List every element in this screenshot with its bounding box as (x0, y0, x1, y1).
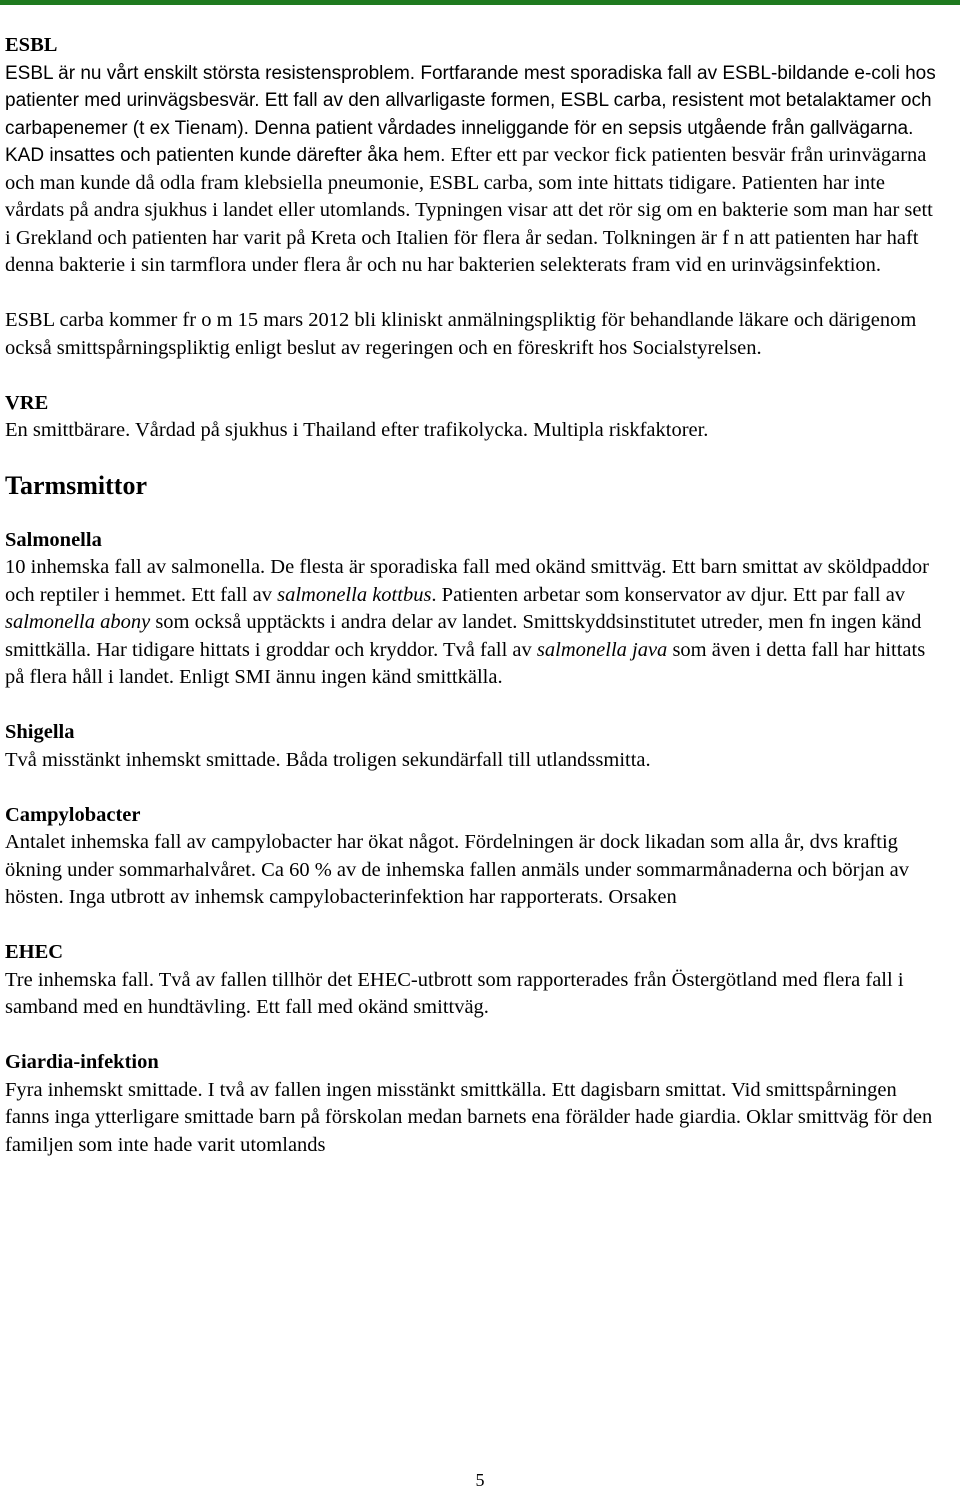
esbl-text-part2: Efter ett par veckor fick patienten besvär från urinvägarna och man kunde då odla fram klebsiella pneumonie, ESBL carba, som inte hittats tidigare. Patienten har inte vårdats på andra sjukhus i landet eller utomlands. (5, 144, 927, 221)
page-number: 5 (475, 1470, 485, 1490)
salmonella-text-1: 10 inhemska fall av salmonella. De flesta är sporadiska fall med okänd smittväg. Ett barn smittat av sköldpaddor och reptiler i hemmet. Ett fall av (5, 556, 929, 606)
esbl-text-part1: ESBL är nu vårt enskilt största resistensproblem. Fortfarande mest sporadiska fall av ESBL-bildande e-coli hos patienter med urinvägsbesvär. Ett fall av den allvarligaste formen, ESBL carba, resistent mot betalaktamer och carbapenemer (t ex Tienam). Denna patient vårdades inneliggande för en sepsis utgående från gallvägarna. KAD insattes och patienten kunde därefter åka hem. (5, 62, 936, 166)
esbl-heading: ESBL (5, 34, 58, 56)
salmonella-text-3: som också upptäckts i andra delar av landet. Smittskyddsinstitutet utreder, men fn ingen känd smittkälla. Har tidigare hittats i groddar och kryddor. Två fall av (5, 611, 922, 661)
salmonella-abony: salmonella abony (5, 611, 151, 633)
salmonella-text-4: som även i detta fall har hittats på flera håll i landet. Enligt SMI ännu ingen känd smittkälla. (5, 638, 926, 688)
salmonella-kottbus: salmonella kottbus (277, 583, 432, 606)
shigella-text: Två misstänkt inhemskt smittade. Båda troligen sekundärfall till utlandssmitta. (5, 748, 651, 771)
vre-heading: VRE (5, 391, 49, 414)
esbl-text-part3: Typningen visar att det rör sig om en bakterie som man har sett i Grekland och patienten har varit på Kreta och Italien för flera år sedan. Tolkningen är f n att patienten har haft denna bakterie i sin tarmflora under flera år och nu har bakterien selekterats fram vid en urinvägsinfektion. (5, 199, 933, 276)
esbl-paragraph (5, 60, 940, 280)
shigella-heading: Shigella (5, 721, 75, 743)
salmonella-paragraph (5, 554, 940, 692)
ehec-heading: EHEC (5, 941, 64, 963)
vre-text: En smittbärare. Vårdad på sjukhus i Thailand efter trafikolycka. Multipla riskfaktorer. (5, 419, 709, 441)
campylobacter-heading: Campylobacter (5, 803, 141, 826)
campylobacter-text: Antalet inhemska fall av campylobacter har ökat något. Fördelningen är dock likadan som alla år, dvs kraftig ökning under sommarhalvåret. Ca 60 % av de inhemska fallen anmäls under sommarmånaderna och början av hösten. Inga utbrott av inhemsk campylobacterinfektion har rapporterats. Orsaken (5, 831, 909, 908)
top-rule (0, 0, 960, 5)
salmonella-text-2: . Patienten arbetar som konservator av djur. Ett par fall av (431, 583, 906, 606)
document-page (5, 32, 940, 1159)
tarmsmittor-heading: Tarmsmittor (5, 470, 148, 500)
salmonella-java: salmonella java (536, 638, 668, 661)
giardia-heading: Giardia-infektion (5, 1051, 159, 1073)
salmonella-heading: Salmonella (5, 528, 102, 551)
ehec-text: Tre inhemska fall. Två av fallen tillhör det EHEC-utbrott som rapporterades från Östergötland med flera fall i samband med en hundtävling. Ett fall med okänd smittväg. (5, 968, 904, 1018)
esbl-carba-paragraph: ESBL carba kommer fr o m 15 mars 2012 bli kliniskt anmälningspliktig för behandlande läkare och därigenom också smittspårningspliktig enligt beslut av regeringen och en föreskrift hos Socialstyrelsen. (5, 309, 917, 359)
giardia-text: Fyra inhemskt smittade. I två av fallen ingen misstänkt smittkälla. Ett dagisbarn smittat. Vid smittspårningen fanns inga ytterligare smittade barn på förskolan medan barnets ena förälder hade giardia. Oklar smittväg för den familjen som inte hade varit utomlands (5, 1078, 933, 1156)
